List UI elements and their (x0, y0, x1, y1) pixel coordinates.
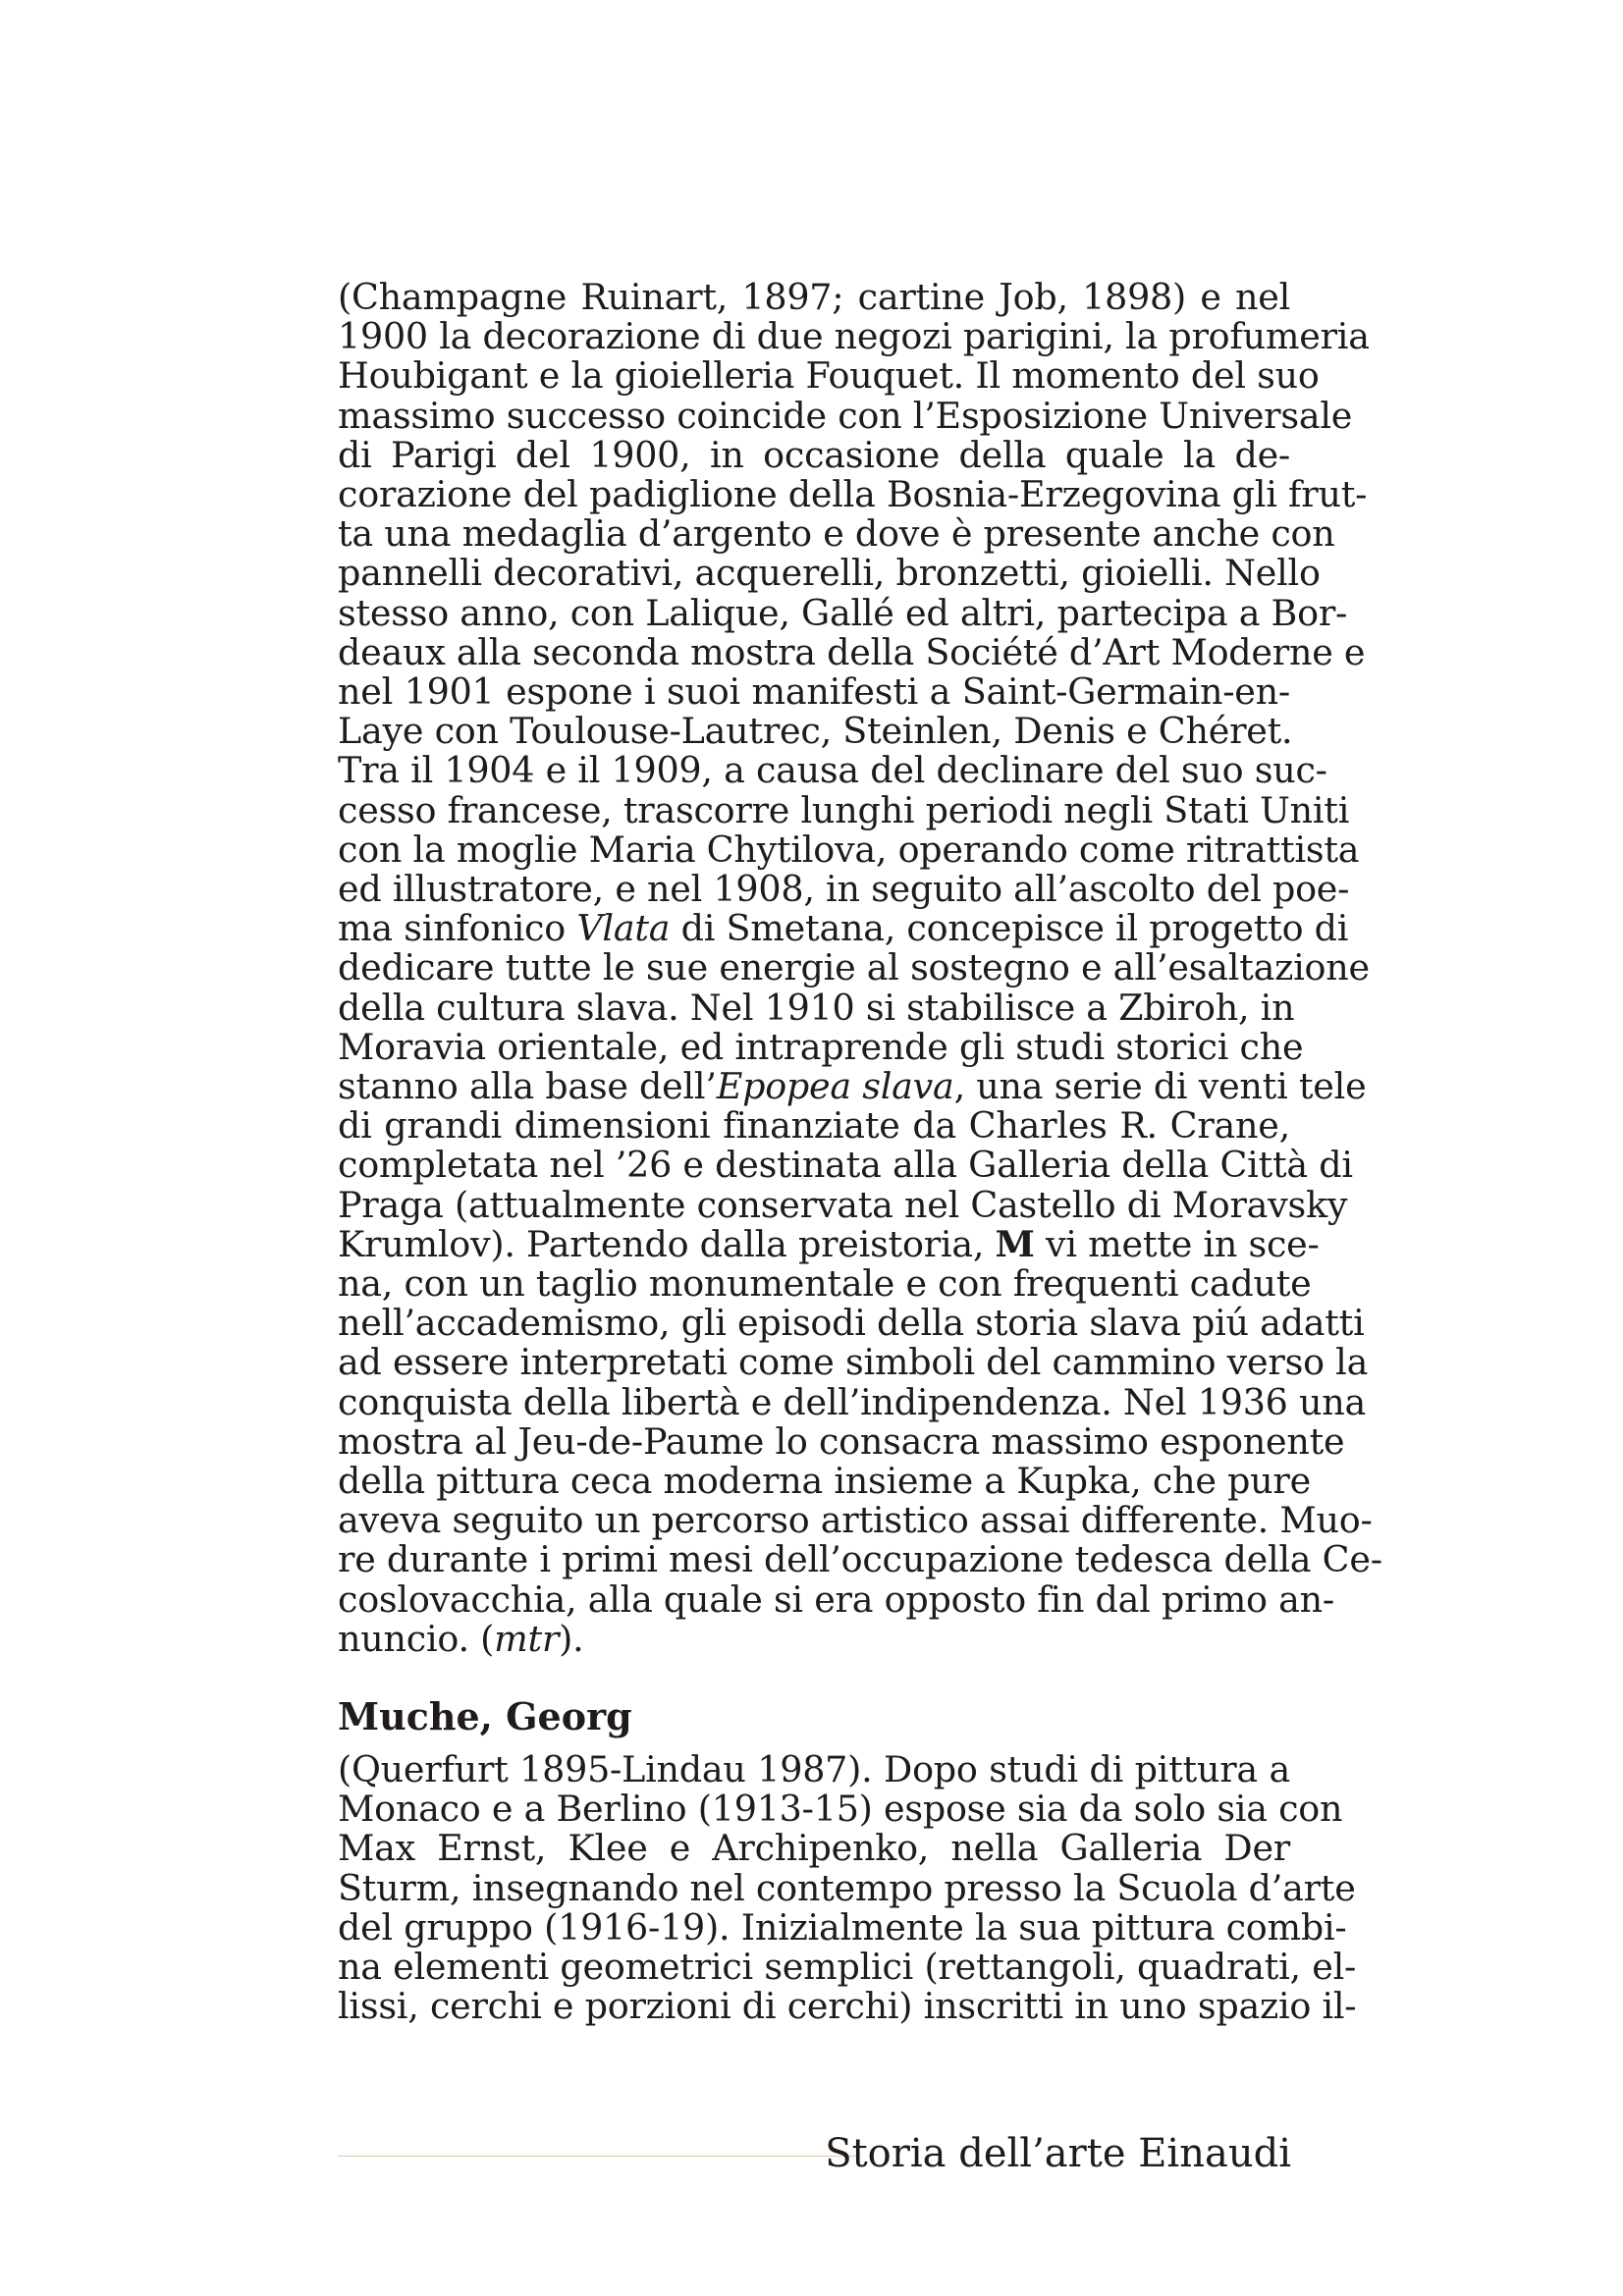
text-line: dedicare tutte le sue energie al sostegno e all’esaltazione (338, 946, 1370, 989)
text-line: completata nel ’26 e destinata alla Galleria della Città di (338, 1144, 1353, 1187)
text-line: corazione del padiglione della Bosnia-Erzegovina gli frut- (338, 473, 1368, 515)
text-line: na, con un taglio monumentale e con frequenti cadute (338, 1262, 1312, 1305)
text-line: di grandi dimensioni finanziate da Charles R. Crane, (338, 1104, 1290, 1148)
text-line: Laye con Toulouse-Lautrec, Steinlen, Denis e Chéret. (338, 710, 1293, 753)
text-line: cesso francese, trascorre lunghi periodi negli Stati Uniti (338, 788, 1350, 831)
text-line: Sturm, insegnando nel contempo presso la Scuola d’arte (338, 1866, 1356, 1909)
text-line: della cultura slava. Nel 1910 si stabilisce a Zbiroh, in (338, 986, 1295, 1029)
text-line: (Querfurt 1895-Lindau 1987). Dopo studi di pittura a (338, 1748, 1290, 1790)
text-line: Tra il 1904 e il 1909, a causa del declinare del suo suc- (338, 749, 1327, 792)
text-line: ma sinfonico Vlata di Smetana, concepisce il progetto di (338, 907, 1349, 950)
footer-rule (338, 2156, 858, 2157)
text-line: nell’accademismo, gli episodi della storia slava piú adatti (338, 1302, 1365, 1345)
text-line: nel 1901 espone i suoi manifesti a Saint-Germain-en- (338, 670, 1290, 713)
text-line: ad essere interpretati come simboli del cammino verso la (338, 1341, 1369, 1384)
text-line: Max Ernst, Klee e Archipenko, nella Galleria Der (338, 1827, 1290, 1870)
text-line: stesso anno, con Lalique, Gallé ed altri, partecipa a Bor- (338, 591, 1348, 634)
text-line: stanno alla base dell’Epopea slava, una serie di venti tele (338, 1065, 1367, 1107)
text-line: Moravia orientale, ed intraprende gli studi storici che (338, 1025, 1304, 1068)
text-line: Praga (attualmente conservata nel Castello di Moravsky (338, 1183, 1348, 1226)
text-line: pannelli decorativi, acquerelli, bronzetti, gioielli. Nello (338, 552, 1321, 595)
text-line: con la moglie Maria Chytilova, operando come ritrattista (338, 828, 1360, 871)
text-line: coslovacchia, alla quale si era opposto fin dal primo an- (338, 1577, 1334, 1621)
text-line: ta una medaglia d’argento e dove è presente anche con (338, 512, 1335, 556)
text-line: lissi, cerchi e porzioni di cerchi) inscritti in uno spazio il- (338, 1985, 1357, 2028)
text-line: di Parigi del 1900, in occasione della quale la de- (338, 433, 1290, 476)
text-line: Houbigant e la gioielleria Fouquet. Il momento del suo (338, 354, 1320, 398)
text-line: Monaco e a Berlino (1913-15) espose sia da solo sia con (338, 1788, 1343, 1831)
text-line: ed illustratore, e nel 1908, in seguito all’ascolto del poe- (338, 868, 1350, 910)
footer-title: Storia dell’arte Einaudi (825, 2131, 1291, 2176)
text-line: mostra al Jeu-de-Paume lo consacra massimo esponente (338, 1419, 1345, 1463)
text-line: della pittura ceca moderna insieme a Kupka, che pure (338, 1460, 1311, 1502)
text-line: conquista della libertà e dell’indipendenza. Nel 1936 una (338, 1380, 1367, 1423)
text-line: re durante i primi mesi dell’occupazione tedesca della Ce- (338, 1538, 1382, 1581)
text-line: nuncio. (mtr). (338, 1617, 584, 1660)
text-line: del gruppo (1916-19). Inizialmente la sua pittura combi- (338, 1905, 1347, 1949)
text-line: aveva seguito un percorso artistico assai differente. Muo- (338, 1499, 1373, 1542)
text-line: 1900 la decorazione di due negozi parigini, la profumeria (338, 315, 1370, 358)
text-line: massimo successo coincide con l’Esposizione Universale (338, 394, 1353, 437)
text-line: na elementi geometrici semplici (rettangoli, quadrati, el- (338, 1946, 1357, 1988)
text-line: deaux alla seconda mostra della Société d’Art Moderne e (338, 630, 1366, 673)
text-line: (Champagne Ruinart, 1897; cartine Job, 1898) e nel (338, 276, 1290, 318)
entry-heading: Muche, Georg (338, 1694, 632, 1738)
text-line: Krumlov). Partendo dalla preistoria, M vi mette in sce- (338, 1222, 1320, 1265)
